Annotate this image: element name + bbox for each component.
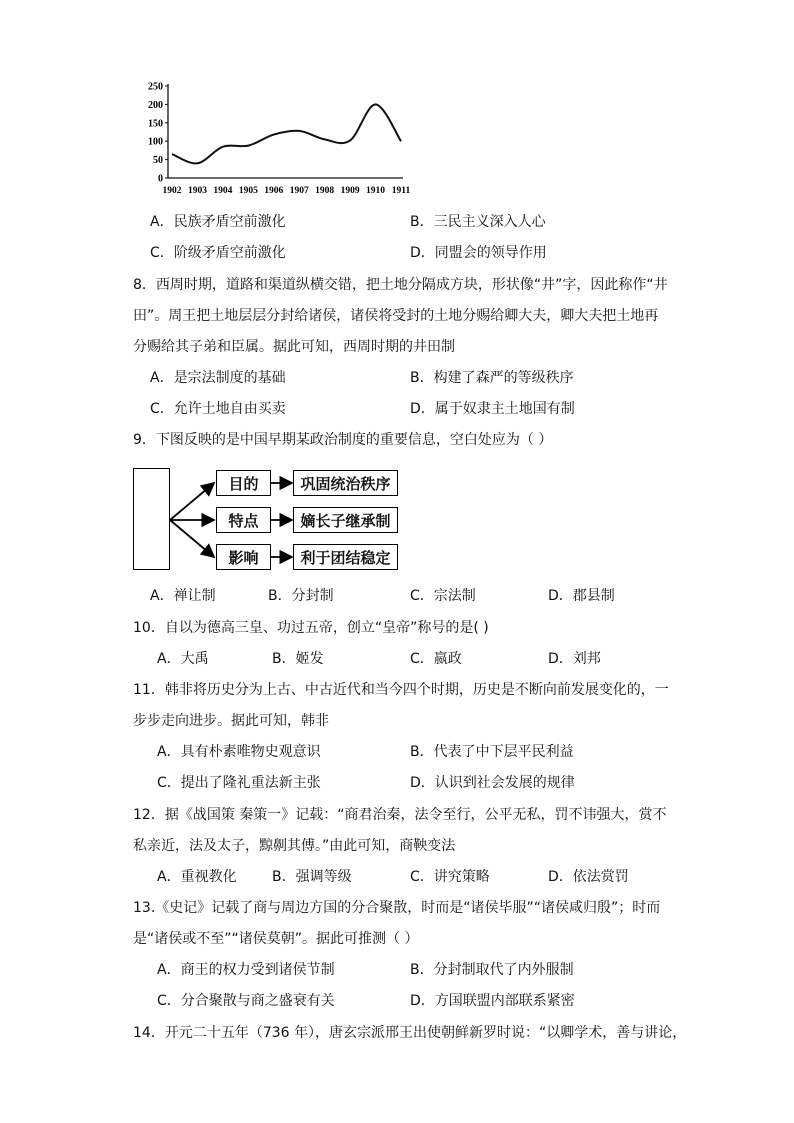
q13-line-1: 13.《史记》记载了商与周边方国的分合聚散，时而是“诸侯毕服”“诸侯咸归殷”；时而 [133,900,661,916]
q7-option-b[interactable]: B．三民主义深入人心 [410,214,546,230]
diagram-label-impact: 影响 [216,544,271,570]
q10-text: 10．自以为德高三皇、功过五帝，创立“皇帝”称号的是( ) [133,620,489,636]
x-tick-label: 1902 [162,186,182,196]
diagram-result-purpose: 巩固统治秩序 [293,470,398,496]
q8-line-3: 分赐给其子弟和臣属。据此可知，西周时期的井田制 [133,339,455,355]
q7-option-a[interactable]: A．民族矛盾空前激化 [150,214,286,230]
q11-option-d[interactable]: D．认识到社会发展的规律 [410,775,575,791]
q7-option-d[interactable]: D．同盟会的领导作用 [410,245,547,261]
q8-option-d[interactable]: D．属于奴隶主土地国有制 [410,401,575,417]
x-tick-label: 1906 [264,186,284,196]
y-tick-label: 150 [148,118,163,130]
x-tick-label: 1907 [289,186,309,196]
q13-option-b[interactable]: B．分封制取代了内外服制 [410,962,574,978]
q9-text: 9．下图反映的是中国早期某政治制度的重要信息，空白处应为（ ） [133,432,553,448]
q13-option-c[interactable]: C．分合聚散与商之盛衰有关 [157,993,335,1009]
q13-option-a[interactable]: A．商王的权力受到诸侯节制 [157,962,335,978]
q13-line-2: 是“诸侯或不至”“诸侯莫朝”。据此可推测（ ） [133,931,419,947]
q11-option-c[interactable]: C．提出了隆礼重法新主张 [157,775,321,791]
q13-option-d[interactable]: D．方国联盟内部联系紧密 [410,993,575,1009]
y-tick-label: 50 [153,155,163,167]
diagram-result-feature: 嫡长子继承制 [293,507,398,533]
q9-option-d[interactable]: D．郡县制 [548,588,615,604]
diagram-blank-box [133,468,170,570]
q8-line-1: 8．西周时期，道路和渠道纵横交错，把土地分隔成方块，形状像“井”字，因此称作“井 [133,277,668,293]
q9-option-a[interactable]: A．禅让制 [150,588,216,604]
q12-line-1: 12．据《战国策 秦策一》记载：“商君治秦，法令至行，公平无私，罚不讳强大，赏不 [133,807,667,823]
q11-option-a[interactable]: A．具有朴素唯物史观意识 [157,744,321,760]
x-tick-label: 1911 [391,186,410,196]
q12-option-a[interactable]: A．重视教化 [157,869,237,885]
q14-line-1: 14．开元二十五年（736 年），唐玄宗派邢王出使朝鲜新罗时说：“以卿学术，善与讲论， [133,1025,687,1041]
x-tick-label: 1910 [366,186,386,196]
q8-option-b[interactable]: B．构建了森严的等级秩序 [410,370,574,386]
chart-series-line [172,104,401,163]
q11-line-2: 步步走向进步。据此可知，韩非 [133,713,329,729]
q12-option-c[interactable]: C．讲究策略 [410,869,490,885]
y-tick-label: 200 [148,99,163,111]
x-tick-label: 1908 [315,186,335,196]
q12-line-2: 私亲近，法及太子，黥劓其傅。”由此可知，商鞅变法 [133,838,456,854]
q10-option-a[interactable]: A．大禹 [157,651,209,667]
diagram-label-feature: 特点 [216,507,271,533]
q10-option-b[interactable]: B．姬发 [272,651,324,667]
x-tick-label: 1903 [187,186,207,196]
q10-option-c[interactable]: C．嬴政 [410,651,462,667]
x-tick-label: 1904 [213,186,233,196]
q12-option-b[interactable]: B．强调等级 [272,869,352,885]
x-tick-label: 1909 [340,186,360,196]
line-chart [135,78,410,198]
q11-option-b[interactable]: B．代表了中下层平民利益 [410,744,574,760]
y-tick-label: 100 [148,136,163,148]
q9-option-c[interactable]: C．宗法制 [410,588,476,604]
q10-option-d[interactable]: D．刘邦 [548,651,601,667]
y-tick-label: 250 [148,81,163,93]
q8-option-c[interactable]: C．允许土地自由买卖 [150,401,286,417]
q7-option-c[interactable]: C．阶级矛盾空前激化 [150,245,286,261]
q9-option-b[interactable]: B．分封制 [268,588,334,604]
q11-line-1: 11．韩非将历史分为上古、中古近代和当今四个时期，历史是不断向前发展变化的，一 [133,682,669,698]
q12-option-d[interactable]: D．依法赏罚 [548,869,629,885]
x-tick-label: 1905 [238,186,258,196]
q8-line-2: 田”。周王把土地层层分封给诸侯，诸侯将受封的土地分赐给卿大夫，卿大夫把土地再 [133,308,659,324]
diagram-label-purpose: 目的 [216,470,271,496]
y-tick-label: 0 [158,173,163,185]
diagram-result-impact: 利于团结稳定 [293,544,398,570]
q8-option-a[interactable]: A．是宗法制度的基础 [150,370,286,386]
